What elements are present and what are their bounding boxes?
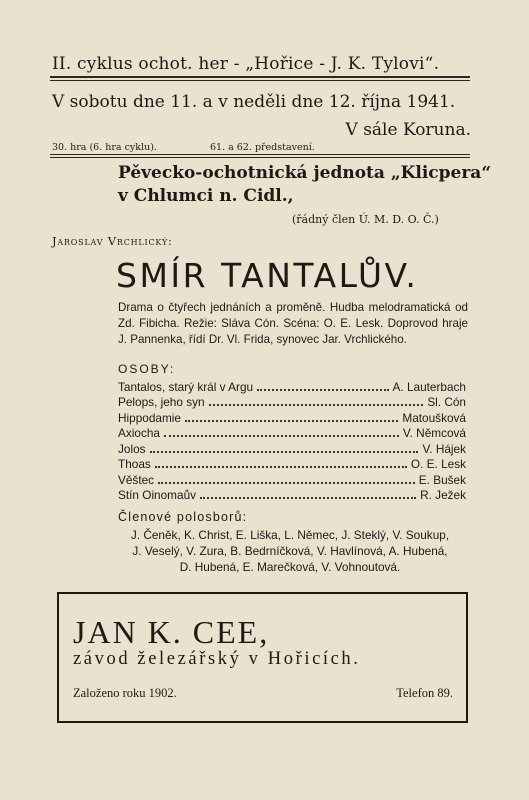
- cast-actor: O. E. Lesk: [410, 457, 466, 471]
- semichorus-line: D. Hubená, E. Marečková, V. Vohnoutová.: [179, 560, 401, 574]
- cast-row: [118, 409, 466, 425]
- leader-dots: [257, 389, 388, 391]
- performance-dates: V sobotu dne 11. a v neděli dne 12. října 1941.: [52, 92, 456, 112]
- advertiser-phone: Telefon 89.: [396, 686, 453, 700]
- company-membership: (řádný člen Ú. M. D. O. Č.): [292, 213, 439, 226]
- cast-actor: A. Lauterbach: [392, 379, 466, 394]
- leader-dots: [185, 420, 398, 422]
- cast-actor: R. Ježek: [420, 488, 466, 502]
- divider: [50, 76, 470, 78]
- leader-dots: [209, 404, 424, 406]
- cast-row: [118, 456, 466, 472]
- semichorus-members: [112, 527, 468, 575]
- advertiser-name: JAN K. CEE,: [73, 614, 270, 650]
- cast-actor: Matoušková: [402, 410, 466, 425]
- cast-actor: E. Bušek: [418, 472, 466, 487]
- cast-row: [118, 394, 466, 410]
- cast-role: Jolos: [118, 441, 146, 456]
- divider: [50, 80, 470, 81]
- semichorus-heading: Členové polosborů:: [118, 510, 248, 524]
- play-title: SMÍR TANTALŮV.: [116, 256, 419, 295]
- cast-row: [118, 440, 466, 456]
- venue: V sále Koruna.: [345, 120, 471, 140]
- cast-role: Hippodamie: [118, 410, 181, 425]
- cast-role: Tantalos, starý král v Argu: [118, 379, 254, 394]
- advertiser-founded: Založeno roku 1902.: [73, 686, 177, 700]
- semichorus-line: J. Čeněk, K. Christ, E. Liška, L. Němec, J. Steklý, V. Soukup,: [130, 528, 450, 542]
- leader-dots: [155, 466, 407, 468]
- cast-actor: V. Němcová: [402, 426, 466, 440]
- cast-role: Axiocha: [118, 426, 160, 440]
- semichorus-line: J. Veselý, V. Zura, B. Bedrníčková, V. Havlínová, A. Hubená,: [132, 544, 448, 558]
- leader-dots: [158, 482, 415, 484]
- cast-actor: Sl. Cón: [427, 395, 466, 409]
- performance-number: 61. a 62. představení.: [210, 142, 315, 153]
- advertisement-box: [57, 592, 468, 723]
- cast-row: [118, 471, 466, 487]
- cast-row: [118, 425, 466, 441]
- advertiser-subtitle: závod železářský v Hořicích.: [73, 649, 361, 669]
- cast-heading: OSOBY:: [118, 362, 176, 376]
- company-name: Pěvecko-ochotnická jednota „Klicpera“: [118, 163, 492, 183]
- divider: [50, 154, 470, 155]
- cast-role: Věštec: [118, 472, 155, 487]
- cycle-heading: II. cyklus ochot. her - „Hořice - J. K. Tylovi“.: [52, 54, 440, 74]
- divider: [50, 157, 470, 158]
- cast-role: Thoas: [118, 457, 151, 471]
- play-author: Jaroslav Vrchlický:: [52, 234, 173, 248]
- cast-list: [118, 378, 466, 502]
- leader-dots: [200, 497, 416, 499]
- play-number: 30. hra (6. hra cyklu).: [52, 142, 157, 153]
- cast-row: [118, 487, 466, 503]
- cast-row: [118, 378, 466, 394]
- leader-dots: [164, 435, 399, 437]
- cast-role: Pelops, jeho syn: [118, 395, 205, 409]
- cast-actor: V. Hájek: [422, 441, 466, 456]
- company-location: v Chlumci n. Cidl.,: [118, 186, 294, 206]
- leader-dots: [150, 451, 419, 453]
- play-description: Drama o čtyřech jednáních a proměně. Hudba melodramatická od Zd. Fibicha. Režie: Sláva Cón. Scéna: O. E. Lesk. Doprovod hraje J. Pannenka, řídí Dr. Vl. Frida, synovec Jar. Vrchlického.: [118, 301, 468, 346]
- cast-role: Stín Oinomaův: [118, 488, 197, 502]
